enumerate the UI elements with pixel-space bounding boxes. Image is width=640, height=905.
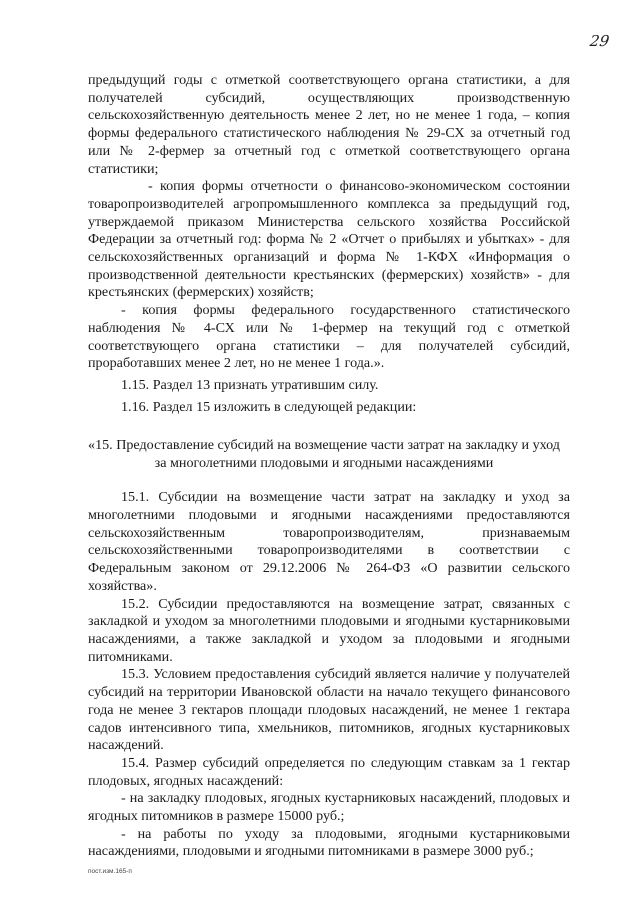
section-title: «15. Предоставление субсидий на возмещение части затрат на закладку и уход за многолетними плодовыми и ягодными насаждениями <box>88 437 560 472</box>
paragraph-1-15: 1.15. Раздел 13 признать утратившим силу. <box>121 376 379 393</box>
paragraph-15-2: 15.2. Субсидии предоставляются на возмещение затрат, связанных с закладкой и уходом за многолетними плодовыми и ягодными кустарниковыми насаждениями, а также закладкой и уходом за плодовыми и ягодными питомниками. <box>88 595 570 665</box>
document-body <box>88 72 570 861</box>
paragraph-statistical-form: - копия формы федерального государственного статистического наблюдения № 4-СХ или № 1-фермер на текущий год с отметкой соответствующего органа статистики – для получателей субсидий, проработавших менее 2 лет, но не менее 1 года.». <box>88 302 570 372</box>
paragraph-1-16: 1.16. Раздел 15 изложить в следующей редакции: <box>121 398 417 415</box>
footer-document-code: пост.изм.165-п <box>88 868 132 875</box>
paragraph-15-3: 15.3. Условием предоставления субсидий является наличие у получателей субсидий на территории Ивановской области на начало текущего финансового года не менее 3 гектаров площади плодовых насаждений, не менее 1 гектара садов интенсивного типа, хмельников, питомников, ягодных кустарниковых насаждений. <box>88 666 570 754</box>
page-number: 29 <box>588 32 611 50</box>
paragraph-care-rate: - на работы по уходу за плодовыми, ягодными кустарниковыми насаждениями, плодовыми и ягодными питомниками в размере 3000 руб.; <box>88 825 570 860</box>
paragraph-continuation: предыдущий годы с отметкой соответствующего органа статистики, а для получателей субсидий, осуществляющих производственную сельскохозяйственную деятельность менее 2 лет, но не менее 1 года, – копия формы федерального статистического наблюдения № 29-СХ за отчетный год или № 2-фермер за отчетный год с отметкой соответствующего органа статистики; <box>88 72 570 177</box>
paragraph-financial-form: - копия формы отчетности о финансово-экономическом состоянии товаропроизводителей агропромышленного комплекса за предыдущий год, утверждаемой приказом Министерства сельского хозяйства Российской Федерации за отчетный год: форма № 2 «Отчет о прибылях и убытках» - для сельскохозяйственных организаций и форма № 1-КФХ «Информация о производственной деятельности крестьянских (фермерских) хозяйств» - для крестьянских (фермерских) хозяйств; <box>88 178 570 301</box>
paragraph-15-1: 15.1. Субсидии на возмещение части затрат на закладку и уход за многолетними плодовыми и ягодными насаждениями предоставляются сельскохозяйственным товаропроизводителям, признаваемым сельскохозяйственными товаропроизводителями в соответствии с Федеральным законом от 29.12.2006 № 264-ФЗ «О развитии сельского хозяйства». <box>88 489 570 594</box>
paragraph-15-4: 15.4. Размер субсидий определяется по следующим ставкам за 1 гектар плодовых, ягодных насаждений: <box>88 754 570 789</box>
paragraph-planting-rate: - на закладку плодовых, ягодных кустарниковых насаждений, плодовых и ягодных питомников в размере 15000 руб.; <box>88 790 570 825</box>
